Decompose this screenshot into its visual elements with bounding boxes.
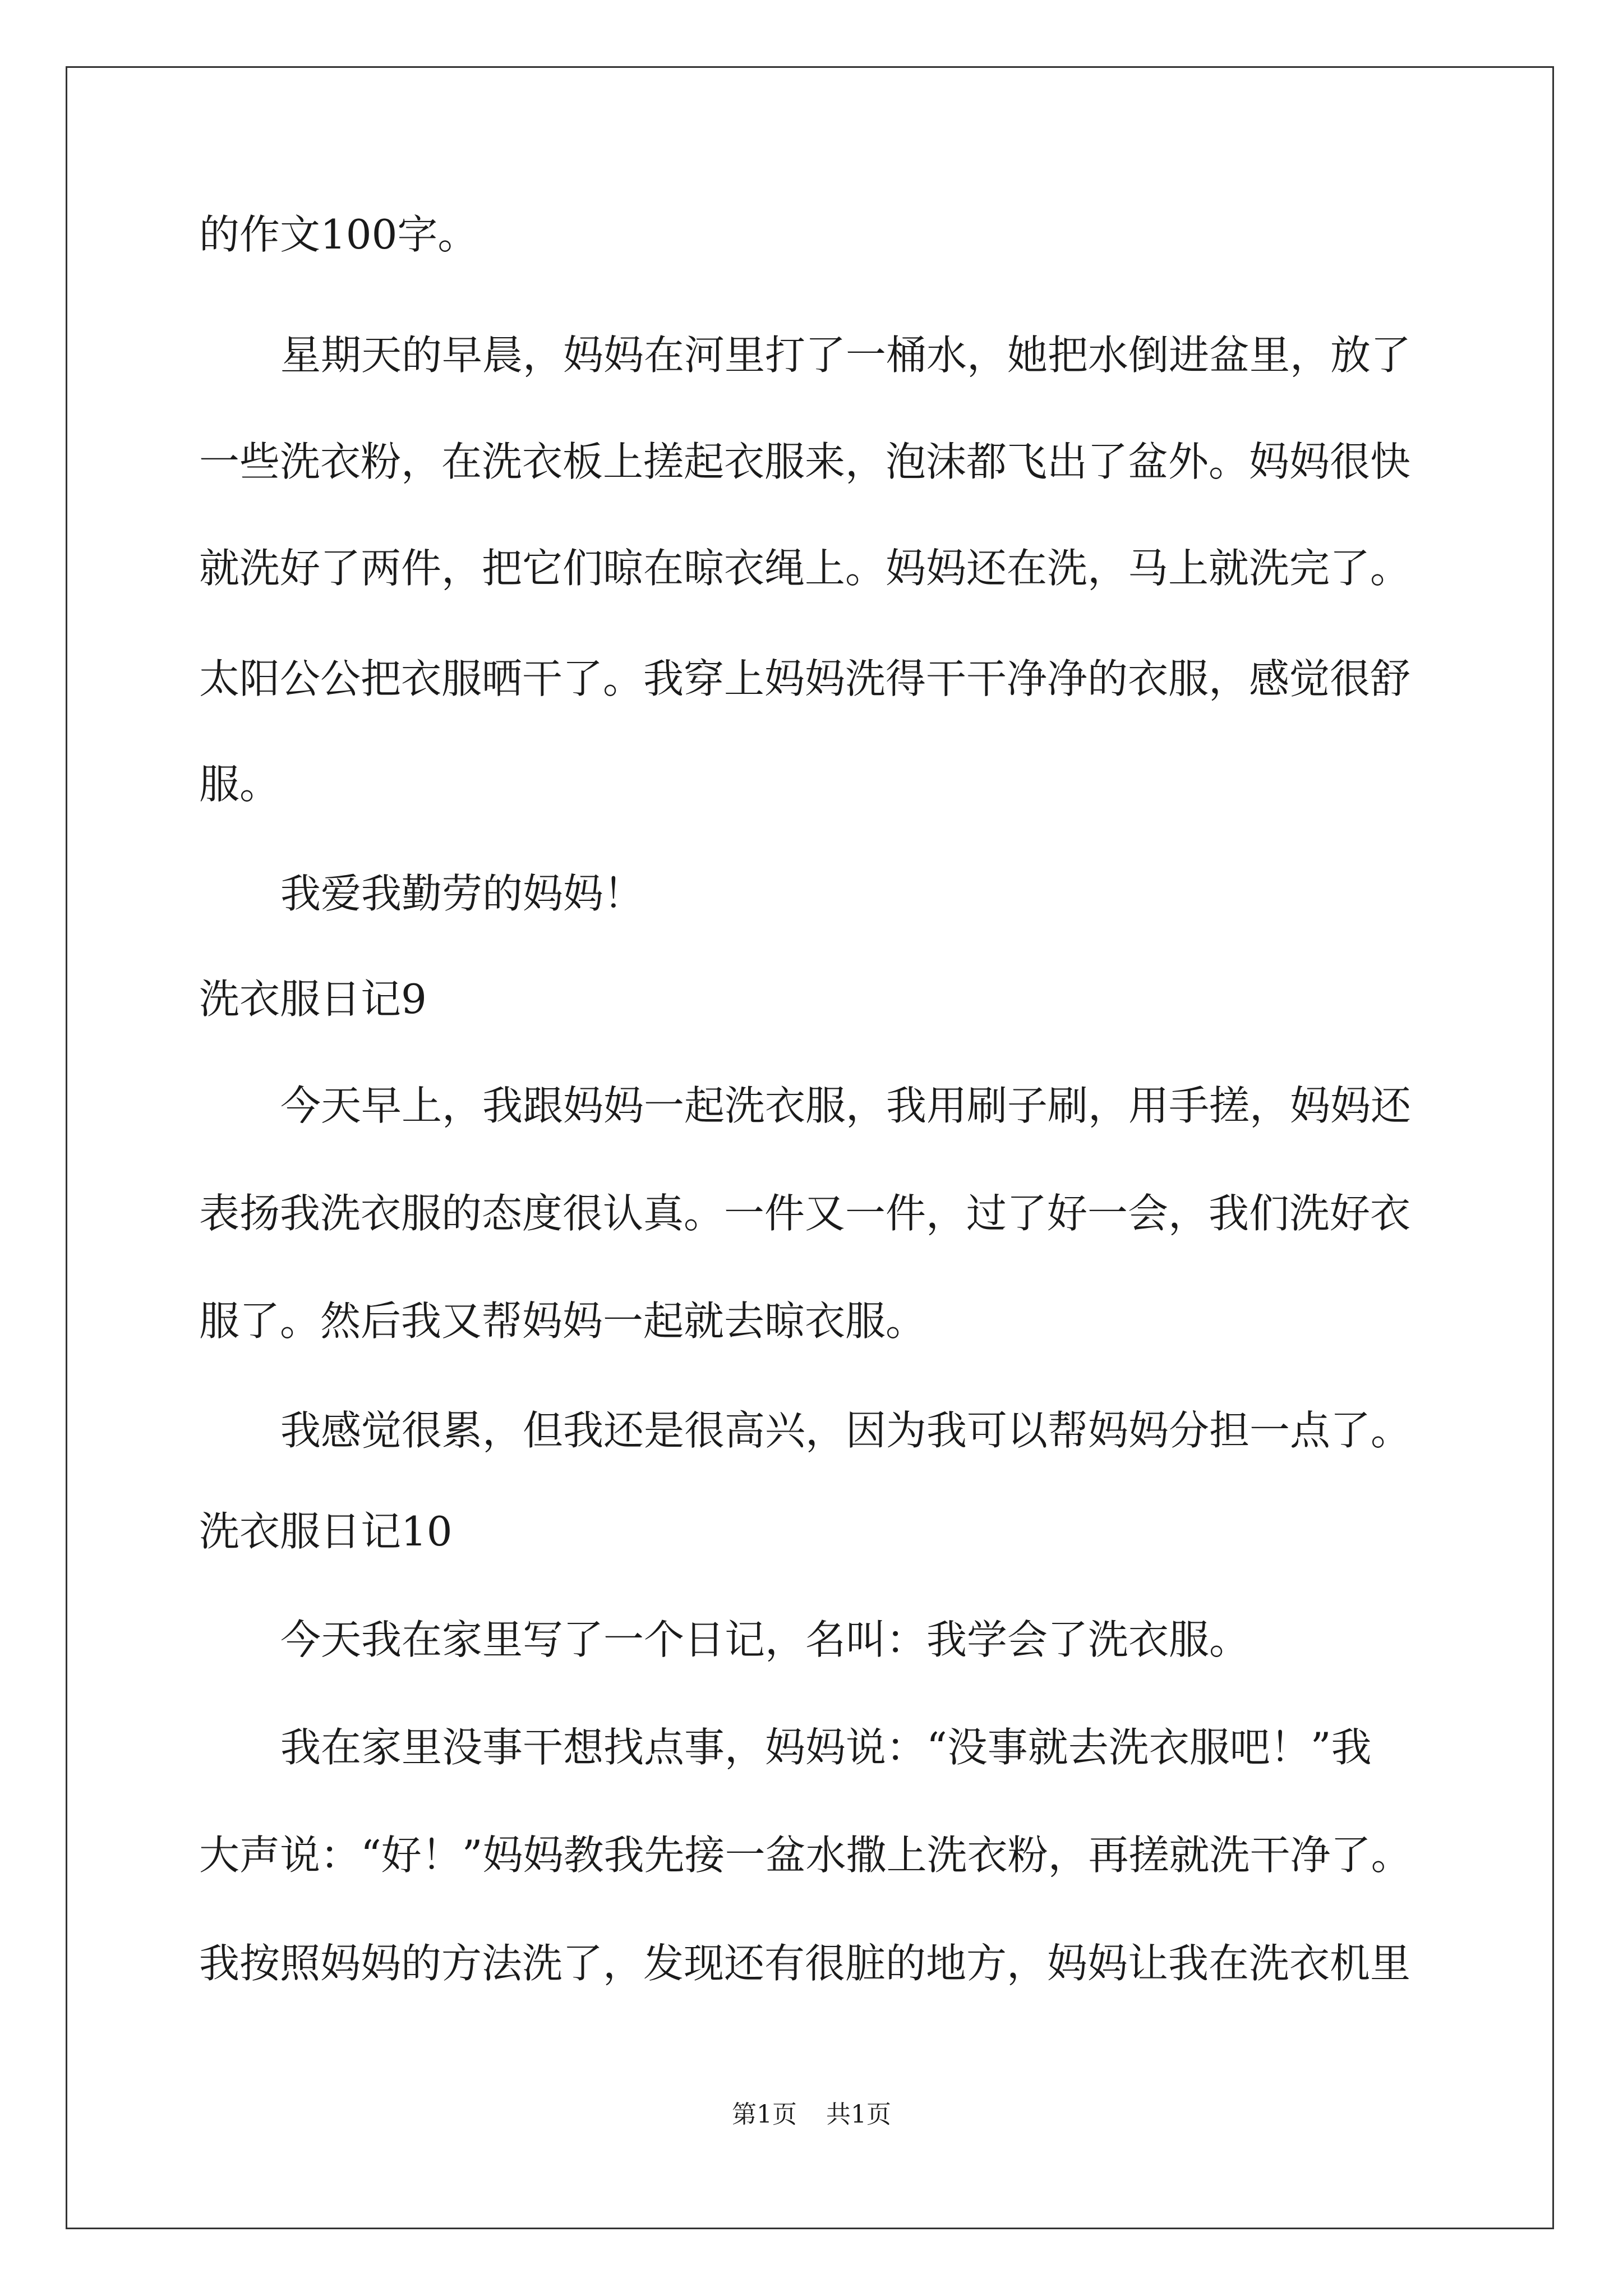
text-line: 就洗好了两件，把它们晾在晾衣绳上。妈妈还在洗，马上就洗完了。: [199, 545, 1411, 592]
text-line: 我感觉很累，但我还是很高兴，因为我可以帮妈妈分担一点了。: [280, 1407, 1412, 1454]
text-line: 服了。然后我又帮妈妈一起就去晾衣服。: [199, 1297, 926, 1345]
text-line: 的作文100字。: [199, 211, 478, 258]
section-heading: 洗衣服日记10: [199, 1508, 453, 1555]
page-frame: [66, 66, 1554, 2229]
text-line: 今天早上，我跟妈妈一起洗衣服，我用刷子刷，用手搓，妈妈还: [280, 1082, 1412, 1129]
page-number: 第1页: [732, 2100, 797, 2129]
page-total: 共1页: [826, 2100, 891, 2129]
text-line: 表扬我洗衣服的态度很认真。一件又一件，过了好一会，我们洗好衣: [199, 1190, 1411, 1237]
text-line: 今天我在家里写了一个日记，名叫：我学会了洗衣服。: [280, 1616, 1250, 1663]
text-line: 我在家里没事干想找点事，妈妈说：“没事就去洗衣服吧！”我: [280, 1724, 1372, 1771]
text-line: 太阳公公把衣服晒干了。我穿上妈妈洗得干干净净的衣服，感觉很舒: [199, 655, 1411, 702]
page-footer: [0, 2098, 1623, 2132]
text-line: 星期天的早晨，妈妈在河里打了一桶水，她把水倒进盆里，放了: [280, 332, 1412, 379]
text-line: 大声说：“好！”妈妈教我先接一盆水撒上洗衣粉，再搓就洗干净了。: [199, 1832, 1412, 1879]
section-heading: 洗衣服日记9: [199, 976, 427, 1023]
text-line: 服。: [199, 761, 280, 808]
text-line: 一些洗衣粉，在洗衣板上搓起衣服来，泡沫都飞出了盆外。妈妈很快: [199, 438, 1411, 485]
text-line: 我按照妈妈的方法洗了，发现还有很脏的地方，妈妈让我在洗衣机里: [199, 1940, 1411, 1987]
text-line: 我爱我勤劳的妈妈！: [280, 870, 644, 917]
